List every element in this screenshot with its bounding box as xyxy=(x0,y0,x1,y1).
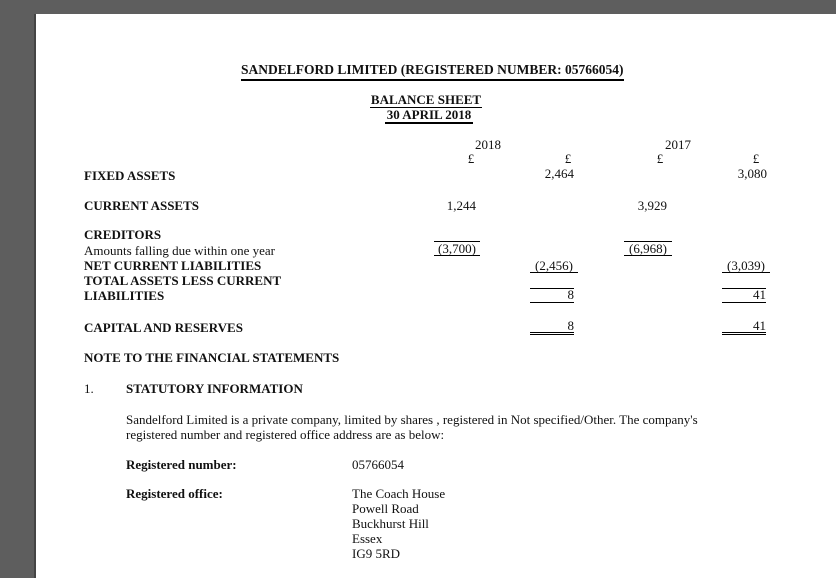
current-assets-label: CURRENT ASSETS xyxy=(84,198,200,213)
net-current-2017: (3,039) xyxy=(722,259,770,273)
address-line: The Coach House xyxy=(352,486,446,501)
capital-reserves-label: CAPITAL AND RESERVES xyxy=(84,320,243,335)
note-item-title: STATUTORY INFORMATION xyxy=(126,381,303,396)
year-2018-header: 2018 xyxy=(475,137,501,152)
total-assets-label-2: LIABILITIES xyxy=(84,288,165,303)
note-paragraph-line1: Sandelford Limited is a private company, limited by shares , registered in Not specified/Other. The company's xyxy=(126,412,698,427)
amounts-due-2018: (3,700) xyxy=(434,241,480,256)
amounts-due-label: Amounts falling due within one year xyxy=(84,243,275,258)
currency-col2: £ xyxy=(564,151,572,166)
year-2017-header: 2017 xyxy=(665,137,691,152)
reg-number-value: 05766054 xyxy=(352,457,404,472)
document-page xyxy=(34,14,836,578)
currency-col3: £ xyxy=(656,151,664,166)
address-line: IG9 5RD xyxy=(352,546,401,561)
currency-col4: £ xyxy=(752,151,760,166)
viewer-toolbar xyxy=(0,0,836,14)
current-assets-2017: 3,929 xyxy=(637,198,667,213)
note-paragraph-line2: registered number and registered office address are as below: xyxy=(126,427,445,442)
fixed-assets-label: FIXED ASSETS xyxy=(84,168,176,183)
current-assets-2018: 1,244 xyxy=(446,198,476,213)
address-line: Essex xyxy=(352,531,383,546)
total-assets-2018: 8 xyxy=(530,288,574,303)
currency-col1: £ xyxy=(467,151,475,166)
address-line: Powell Road xyxy=(352,501,419,516)
reg-office-label: Registered office: xyxy=(126,486,223,501)
amounts-due-2017: (6,968) xyxy=(624,241,672,256)
reg-number-label: Registered number: xyxy=(126,457,237,472)
sheet-date: 30 APRIL 2018 xyxy=(386,107,472,122)
net-current-label: NET CURRENT LIABILITIES xyxy=(84,258,262,273)
fixed-assets-2018: 2,464 xyxy=(544,166,574,181)
fixed-assets-2017: 3,080 xyxy=(737,166,767,181)
company-title: SANDELFORD LIMITED (REGISTERED NUMBER: 05766054) xyxy=(241,62,624,81)
capital-reserves-2017: 41 xyxy=(722,319,766,335)
note-item-number: 1. xyxy=(84,381,94,396)
total-assets-label-1: TOTAL ASSETS LESS CURRENT xyxy=(84,273,282,288)
capital-reserves-2018: 8 xyxy=(530,319,574,335)
sheet-title: BALANCE SHEET xyxy=(370,92,482,107)
total-assets-2017: 41 xyxy=(722,288,766,303)
net-current-2018: (2,456) xyxy=(530,259,578,273)
notes-heading: NOTE TO THE FINANCIAL STATEMENTS xyxy=(84,350,340,365)
address-line: Buckhurst Hill xyxy=(352,516,429,531)
creditors-label: CREDITORS xyxy=(84,227,162,242)
